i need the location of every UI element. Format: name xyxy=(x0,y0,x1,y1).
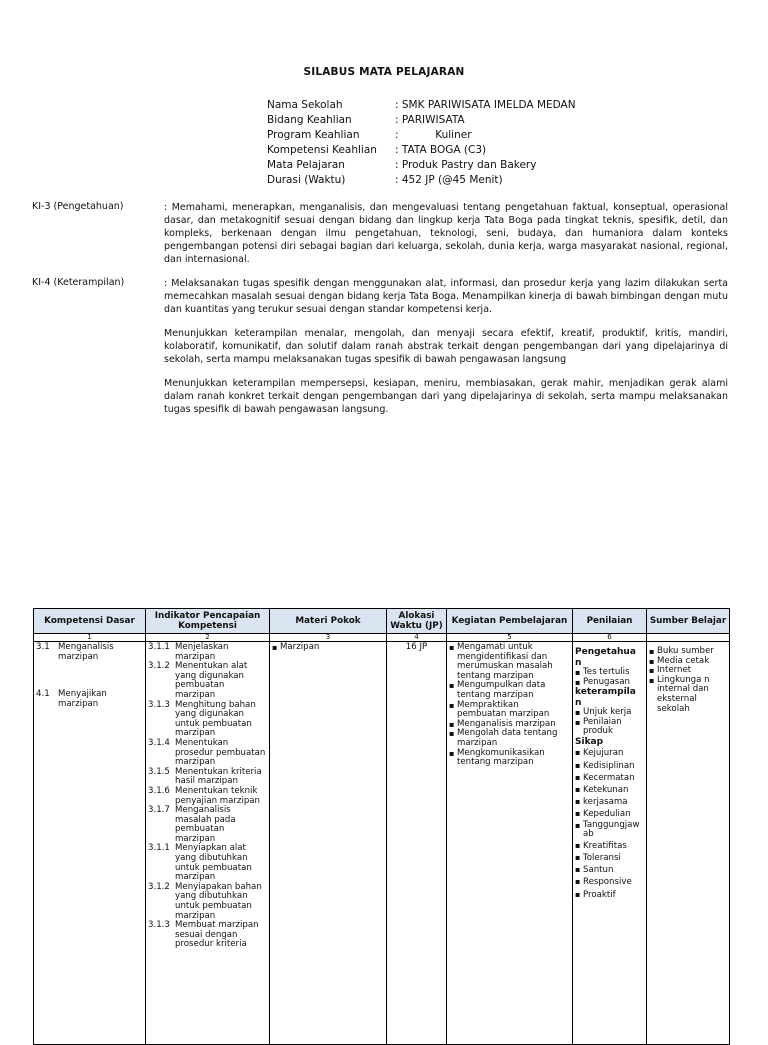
indicator-number: 3.1.2 xyxy=(148,881,170,892)
indicator-text: Menentukan kriteria hasil marzipan xyxy=(175,766,262,787)
indicator-text: Menentukan prosedur pembuatan marzipan xyxy=(175,737,266,768)
indicator-text: Menghitung bahan yang digunakan untuk pembuatan marzipan xyxy=(175,699,256,739)
meta-row xyxy=(267,158,576,173)
list-item: ▪ Kejujuran xyxy=(575,747,644,759)
list-item: ▪ Kecermatan xyxy=(575,772,644,784)
school-info xyxy=(267,98,576,188)
ki4-section xyxy=(32,277,728,427)
column-number: 3 xyxy=(270,634,387,642)
list-item xyxy=(36,690,143,709)
list-item xyxy=(148,662,267,700)
indicator-text: Menganalisis masalah pada pembuatan marzipan xyxy=(175,805,236,844)
list-item: ▪ Buku sumber xyxy=(649,647,727,657)
meta-row xyxy=(267,98,576,113)
penilaian-keterampilan-heading: keterampila n xyxy=(575,687,636,708)
column-number xyxy=(647,634,730,642)
list-item xyxy=(148,921,267,950)
cell-sumber-belajar xyxy=(647,642,730,1045)
indicator-number: 3.1.3 xyxy=(148,699,170,710)
ki3-section xyxy=(32,201,728,277)
list-item: ▪ Mengkomunikasikan tentang marzipan xyxy=(449,749,570,768)
list-item xyxy=(36,643,143,662)
list-item xyxy=(148,768,267,787)
indicator-number: 3.1.3 xyxy=(148,920,170,931)
kd-number: 3.1 xyxy=(36,642,50,652)
list-item xyxy=(148,844,267,882)
list-item: ▪ Toleransi xyxy=(575,852,644,864)
indicator-number: 3.1.1 xyxy=(148,843,170,854)
list-item: ▪ Ketekunan xyxy=(575,784,644,796)
list-item: ▪ Proaktif xyxy=(575,889,644,901)
column-number: 2 xyxy=(146,634,270,642)
ki3-label: KI-3 (Pengetahuan) xyxy=(32,201,124,212)
penilaian-sikap-heading: Sikap xyxy=(575,736,604,747)
kd-text: Menganalisis marzipan xyxy=(58,642,114,662)
header-materi-pokok: Materi Pokok xyxy=(270,609,387,634)
kd-number: 4.1 xyxy=(36,689,50,700)
list-item xyxy=(148,883,267,921)
table-header-row xyxy=(34,609,730,634)
header-indikator: Indikator Pencapaian Kompetensi xyxy=(146,609,270,634)
list-item xyxy=(148,643,267,662)
meta-value: : PARIWISATA xyxy=(395,114,465,126)
meta-label: Program Keahlian xyxy=(267,129,360,141)
indicator-text: Menentukan alat yang digunakan pembuatan marzipan xyxy=(175,661,248,700)
indicator-text: Menyiapkan alat yang dibutuhkan untuk pembuatan marzipan xyxy=(175,843,252,883)
list-item: ▪ Kreatifitas xyxy=(575,840,644,852)
syllabus-table xyxy=(33,608,730,1045)
list-item: ▪ Penilaian produk xyxy=(575,718,644,737)
column-number-row xyxy=(34,634,730,642)
kd-text: Menyajikan marzipan xyxy=(58,689,107,709)
list-item: ▪ Internet xyxy=(649,666,727,676)
cell-materi-pokok xyxy=(270,642,387,1045)
list-item xyxy=(148,701,267,739)
cell-kegiatan xyxy=(447,642,573,1045)
cell-kompetensi-dasar xyxy=(34,642,146,1045)
header-sumber-belajar: Sumber Belajar xyxy=(647,609,730,634)
list-item: ▪ Penugasan xyxy=(575,678,644,688)
column-number: 6 xyxy=(573,634,647,642)
list-item: ▪ Marzipan xyxy=(272,643,384,653)
list-item xyxy=(148,739,267,768)
meta-value: : SMK PARIWISATA IMELDA MEDAN xyxy=(395,99,576,111)
indicator-number: 3.1.2 xyxy=(148,661,170,672)
list-item: ▪ Kedisiplinan xyxy=(575,760,644,772)
ki4-paragraph-2: Menunjukkan keterampilan menalar, mengolah, dan menyaji secara efektif, kreatif, produktif, kritis, mandiri, kolaboratif, komunikatif, dan solutif dalam ranah abstrak terkait dengan pengembangan dari yang dipelajarinya di sekolah, serta mampu melaksanakan tugas spesifik di bawah pengawasan langsung xyxy=(164,328,728,365)
column-number: 1 xyxy=(34,634,146,642)
indicator-number: 3.1.5 xyxy=(148,766,170,777)
meta-label: Durasi (Waktu) xyxy=(267,174,346,186)
ki4-label: KI-4 (Keterampilan) xyxy=(32,277,125,288)
list-item: ▪ Mempraktikan pembuatan marzipan xyxy=(449,701,570,720)
indicator-number: 3.1.6 xyxy=(148,785,170,796)
cell-alokasi-waktu: 16 JP xyxy=(387,642,447,1045)
list-item: ▪ Unjuk kerja xyxy=(575,708,644,718)
list-item: ▪ kerjasama xyxy=(575,796,644,808)
meta-value: : TATA BOGA (C3) xyxy=(395,144,487,156)
table-row xyxy=(34,642,730,1045)
indicator-text: Menentukan teknik penyajian marzipan xyxy=(175,785,260,806)
list-item: ▪ Mengumpulkan data tentang marzipan xyxy=(449,681,570,700)
penilaian-pengetahuan-heading: Pengetahua n xyxy=(575,647,636,668)
indicator-text: Menjelaskan marzipan xyxy=(175,642,229,662)
indicator-number: 3.1.7 xyxy=(148,805,170,816)
ki4-paragraph-1: : Melaksanakan tugas spesifik dengan menggunakan alat, informasi, dan prosedur kerja yang lazim dilakukan serta memecahkan masalah sesuai dengan bidang kerja Tata Boga. Menampilkan kinerja di bawah bimbingan dengan mutu dan kuantitas yang terukur sesuai dengan standar kompetensi kerja. xyxy=(164,278,728,315)
list-item: ▪ Menganalisis marzipan xyxy=(449,720,570,730)
meta-label: Mata Pelajaran xyxy=(267,159,345,171)
meta-label: Kompetensi Keahlian xyxy=(267,144,377,156)
list-item: ▪ Tes tertulis xyxy=(575,668,644,678)
meta-value: : Produk Pastry dan Bakery xyxy=(395,159,537,171)
meta-row xyxy=(267,128,576,143)
header-alokasi-waktu: Alokasi Waktu (JP) xyxy=(387,609,447,634)
list-item xyxy=(148,787,267,806)
indicator-text: Menyiapakan bahan yang dibutuhkan untuk pembuatan marzipan xyxy=(175,881,262,921)
meta-row xyxy=(267,173,576,188)
meta-row xyxy=(267,113,576,128)
list-item: ▪ Santun xyxy=(575,864,644,876)
ki4-paragraph-3: Menunjukkan keterampilan mempersepsi, kesiapan, meniru, membiasakan, gerak mahir, menjadikan gerak alami dalam ranah konkret terkait dengan pengembangan dari yang dipelajarinya di sekolah, serta mampu melaksanakan tugas spesifik di bawah pengawasan langsung. xyxy=(164,378,728,415)
list-item: ▪ Tanggungjaw ab xyxy=(575,821,644,840)
column-number: 4 xyxy=(387,634,447,642)
list-item xyxy=(148,806,267,844)
meta-label: Bidang Keahlian xyxy=(267,114,352,126)
list-item: ▪ Media cetak xyxy=(649,657,727,667)
meta-value: : Kuliner xyxy=(395,129,472,141)
indicator-number: 3.1.4 xyxy=(148,737,170,748)
indicator-number: 3.1.1 xyxy=(148,642,170,652)
list-item: ▪ Responsive xyxy=(575,876,644,888)
column-number: 5 xyxy=(447,634,573,642)
header-kompetensi-dasar: Kompetensi Dasar xyxy=(34,609,146,634)
list-item: ▪ Mengamati untuk mengidentifikasi dan merumuskan masalah tentang marzipan xyxy=(449,643,570,681)
cell-penilaian xyxy=(573,642,647,1045)
indicator-text: Membuat marzipan sesuai dengan prosedur kriteria xyxy=(175,920,259,950)
list-item: ▪ Kepedulian xyxy=(575,808,644,820)
list-item: ▪ Mengolah data tentang marzipan xyxy=(449,729,570,748)
meta-row xyxy=(267,143,576,158)
header-penilaian: Penilaian xyxy=(573,609,647,634)
header-kegiatan: Kegiatan Pembelajaran xyxy=(447,609,573,634)
meta-value: : 452 JP (@45 Menit) xyxy=(395,174,503,186)
ki3-paragraph: : Memahami, menerapkan, menganalisis, dan mengevaluasi tentang pengetahuan faktual, konseptual, operasional dasar, dan metakognitif sesuai dengan bidang dan lingkup kerja Tata Boga pada tingkat teknis, spesifik, detil, dan kompleks, berkenaan dengan ilmu pengetahuan, teknologi, seni, budaya, dan humaniora dalam konteks pengembangan potensi diri sebagai bagian dari keluarga, sekolah, dunia kerja, warga masyarakat nasional, regional, dan internasional. xyxy=(164,202,728,265)
list-item: ▪ Lingkunga n internal dan eksternal sekolah xyxy=(649,676,727,714)
ki4-text xyxy=(164,277,728,427)
document-title: SILABUS MATA PELAJARAN xyxy=(303,66,465,78)
cell-indikator xyxy=(146,642,270,1045)
ki3-text xyxy=(164,201,728,277)
meta-label: Nama Sekolah xyxy=(267,99,343,111)
